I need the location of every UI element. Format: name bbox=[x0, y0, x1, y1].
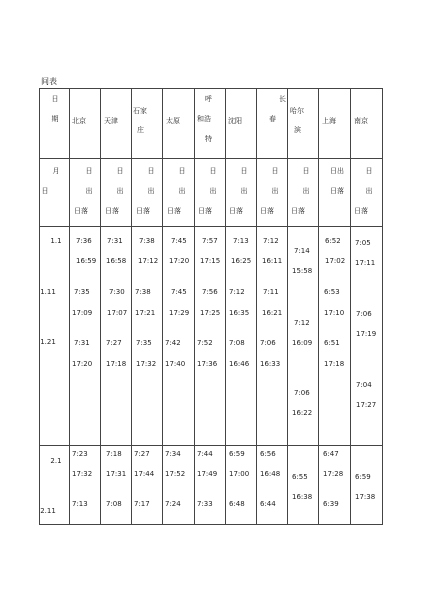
hohhot-row2-3: 7:33 bbox=[197, 500, 213, 508]
hohhot-row1-2: 17:15 bbox=[200, 257, 221, 265]
hohhot-row2-1: 7:44 bbox=[197, 450, 213, 458]
shijiazhuang-row2-1: 7:27 bbox=[134, 450, 150, 458]
harbin-row1-1: 7:14 bbox=[294, 247, 310, 255]
shenyang-row2-2: 17:00 bbox=[229, 470, 250, 478]
shanghai-row2-1: 6:47 bbox=[323, 450, 339, 458]
harbin-row2-2: 16:38 bbox=[292, 493, 313, 501]
hohhot-row1-1: 7:57 bbox=[202, 237, 218, 245]
changchun-subheader-line-2: 出 bbox=[271, 187, 279, 195]
changchun-row2-3: 6:44 bbox=[260, 500, 276, 508]
tianjin-row2-2: 17:31 bbox=[106, 470, 127, 478]
shijiazhuang-row1-3: 7:38 bbox=[135, 288, 151, 296]
shenyang-subheader-line-1: 日 bbox=[240, 167, 248, 175]
changchun-row1-1: 7:12 bbox=[263, 237, 279, 245]
changchun-row1-4: 16:21 bbox=[262, 309, 283, 317]
harbin-row1-3: 7:12 bbox=[294, 319, 310, 327]
beijing-row1-3: 7:35 bbox=[74, 288, 90, 296]
hohhot-subheader-line-2: 出 bbox=[209, 187, 217, 195]
harbin-subheader-line-2: 出 bbox=[302, 187, 310, 195]
shijiazhuang-row1-1: 7:38 bbox=[139, 237, 155, 245]
city-header-shijiazhuang-line-1: 石家 bbox=[133, 107, 147, 115]
taiyuan-subheader-line-2: 出 bbox=[178, 187, 186, 195]
harbin-row1-5: 7:06 bbox=[294, 389, 310, 397]
changchun-subheader-line-3: 日落 bbox=[260, 207, 274, 215]
city-header-tianjin: 天津 bbox=[104, 117, 118, 125]
city-header-harbin-line-1: 哈尔 bbox=[290, 107, 304, 115]
city-header-beijing: 北京 bbox=[72, 117, 86, 125]
taiyuan-row1-2: 17:20 bbox=[169, 257, 190, 265]
nanjing-row1-1: 7:05 bbox=[355, 239, 371, 247]
table-top-border bbox=[39, 88, 382, 89]
city-header-changchun-line-2: 春 bbox=[269, 115, 276, 123]
column-divider-6 bbox=[225, 88, 226, 525]
nanjing-row1-4: 17:19 bbox=[356, 330, 377, 338]
taiyuan-row1-5: 7:42 bbox=[165, 339, 181, 347]
shanghai-subheader-line-1: 日出 bbox=[330, 167, 344, 175]
shenyang-subheader-line-2: 出 bbox=[240, 187, 248, 195]
tianjin-row1-6: 17:18 bbox=[106, 360, 127, 368]
shanghai-row1-5: 6:51 bbox=[324, 339, 340, 347]
city-header-shanghai: 上海 bbox=[322, 117, 336, 125]
hohhot-row1-5: 7:52 bbox=[197, 339, 213, 347]
hohhot-subheader-line-3: 日落 bbox=[198, 207, 212, 215]
shanghai-row1-1: 6:52 bbox=[325, 237, 341, 245]
nanjing-subheader-line-2: 出 bbox=[365, 187, 373, 195]
beijing-row2-2: 17:32 bbox=[72, 470, 93, 478]
changchun-row1-6: 16:33 bbox=[260, 360, 281, 368]
shenyang-row1-5: 7:08 bbox=[229, 339, 245, 347]
shanghai-row1-3: 6:53 bbox=[324, 288, 340, 296]
hohhot-row1-4: 17:25 bbox=[200, 309, 221, 317]
changchun-row1-2: 16:11 bbox=[262, 257, 283, 265]
date-header-line-2: 期 bbox=[51, 115, 59, 123]
date-1-11: 1.11 bbox=[40, 288, 56, 296]
column-divider-3 bbox=[131, 88, 132, 525]
tianjin-row1-3: 7:30 bbox=[109, 288, 125, 296]
column-divider-5 bbox=[194, 88, 195, 525]
beijing-row1-5: 7:31 bbox=[74, 339, 90, 347]
taiyuan-row1-3: 7:45 bbox=[171, 288, 187, 296]
shenyang-row1-3: 7:12 bbox=[229, 288, 245, 296]
shenyang-row2-3: 6:48 bbox=[229, 500, 245, 508]
shenyang-row1-4: 16:35 bbox=[229, 309, 250, 317]
shenyang-row1-1: 7:13 bbox=[233, 237, 249, 245]
hohhot-row1-6: 17:36 bbox=[197, 360, 218, 368]
city-header-shenyang: 沈阳 bbox=[228, 117, 242, 125]
shijiazhuang-row2-3: 7:17 bbox=[134, 500, 150, 508]
nanjing-row1-6: 17:27 bbox=[356, 401, 377, 409]
hohhot-subheader-line-1: 日 bbox=[209, 167, 217, 175]
document-title: 间表 bbox=[41, 77, 57, 86]
harbin-row1-6: 16:22 bbox=[292, 409, 313, 417]
taiyuan-row1-6: 17:40 bbox=[165, 360, 186, 368]
changchun-row1-5: 7:06 bbox=[260, 339, 276, 347]
tianjin-row2-3: 7:08 bbox=[106, 500, 122, 508]
table-left-border bbox=[39, 88, 40, 525]
shenyang-row2-1: 6:59 bbox=[229, 450, 245, 458]
table-bottom-border bbox=[39, 524, 382, 525]
taiyuan-subheader-line-3: 日落 bbox=[167, 207, 181, 215]
harbin-subheader-line-1: 日 bbox=[302, 167, 310, 175]
tianjin-subheader-line-2: 出 bbox=[116, 187, 124, 195]
hohhot-row1-3: 7:56 bbox=[202, 288, 218, 296]
city-header-changchun-line-1: 长 bbox=[279, 95, 286, 103]
nanjing-row1-5: 7:04 bbox=[356, 381, 372, 389]
date-2-11: 2.11 bbox=[40, 507, 56, 515]
shanghai-row1-6: 17:18 bbox=[324, 360, 345, 368]
taiyuan-row2-3: 7:24 bbox=[165, 500, 181, 508]
shanghai-row2-3: 6:39 bbox=[323, 500, 339, 508]
taiyuan-subheader-line-1: 日 bbox=[178, 167, 186, 175]
shijiazhuang-subheader-line-1: 日 bbox=[147, 167, 155, 175]
column-divider-9 bbox=[318, 88, 319, 525]
header-divider-1 bbox=[39, 158, 382, 159]
date-1-21: 1.21 bbox=[40, 338, 56, 346]
city-header-hohhot-line-3: 特 bbox=[205, 135, 212, 143]
city-header-nanjing: 南京 bbox=[354, 117, 368, 125]
table-right-border bbox=[382, 88, 383, 525]
nanjing-subheader-line-3: 日落 bbox=[354, 207, 368, 215]
column-divider-8 bbox=[287, 88, 288, 525]
beijing-row2-3: 7:13 bbox=[72, 500, 88, 508]
shijiazhuang-row1-2: 17:12 bbox=[138, 257, 159, 265]
column-divider-7 bbox=[256, 88, 257, 525]
harbin-row1-2: 15:58 bbox=[292, 267, 313, 275]
city-header-shijiazhuang-line-2: 庄 bbox=[137, 126, 144, 134]
tianjin-row1-4: 17:07 bbox=[107, 309, 128, 317]
beijing-row1-4: 17:09 bbox=[72, 309, 93, 317]
column-divider-2 bbox=[100, 88, 101, 525]
shenyang-row1-6: 16:46 bbox=[229, 360, 250, 368]
shanghai-row1-2: 17:02 bbox=[325, 257, 346, 265]
shijiazhuang-row1-4: 17:21 bbox=[135, 309, 156, 317]
taiyuan-row2-1: 7:34 bbox=[165, 450, 181, 458]
beijing-row2-1: 7:23 bbox=[72, 450, 88, 458]
changchun-row2-1: 6:56 bbox=[260, 450, 276, 458]
date-header-line-1: 日 bbox=[51, 95, 59, 103]
tianjin-row1-5: 7:27 bbox=[106, 339, 122, 347]
city-header-harbin-line-2: 滨 bbox=[294, 126, 301, 134]
beijing-subheader-line-3: 日落 bbox=[74, 207, 88, 215]
shenyang-subheader-line-3: 日落 bbox=[229, 207, 243, 215]
shanghai-row2-2: 17:28 bbox=[323, 470, 344, 478]
section-divider bbox=[39, 445, 382, 446]
taiyuan-row2-2: 17:52 bbox=[165, 470, 186, 478]
beijing-subheader-line-1: 日 bbox=[85, 167, 93, 175]
nanjing-row2-1: 6:59 bbox=[355, 473, 371, 481]
nanjing-row2-2: 17:38 bbox=[355, 493, 376, 501]
shijiazhuang-row1-6: 17:32 bbox=[136, 360, 157, 368]
tianjin-subheader-line-1: 日 bbox=[116, 167, 124, 175]
tianjin-row2-1: 7:18 bbox=[106, 450, 122, 458]
nanjing-row1-3: 7:06 bbox=[356, 310, 372, 318]
taiyuan-row1-4: 17:29 bbox=[169, 309, 190, 317]
column-divider-1 bbox=[69, 88, 70, 525]
changchun-row2-2: 16:48 bbox=[260, 470, 281, 478]
date-subheader-line-2: 日 bbox=[41, 187, 49, 195]
changchun-subheader-line-1: 日 bbox=[271, 167, 279, 175]
tianjin-row1-1: 7:31 bbox=[107, 237, 123, 245]
changchun-row1-3: 7:11 bbox=[263, 288, 279, 296]
shijiazhuang-row2-2: 17:44 bbox=[134, 470, 155, 478]
date-subheader-line-1: 月 bbox=[52, 167, 60, 175]
column-divider-10 bbox=[350, 88, 351, 525]
city-header-taiyuan: 太原 bbox=[166, 117, 180, 125]
harbin-row1-4: 16:09 bbox=[292, 339, 313, 347]
shanghai-subheader-line-2: 日落 bbox=[330, 187, 344, 195]
tianjin-row1-2: 16:58 bbox=[106, 257, 127, 265]
column-divider-4 bbox=[162, 88, 163, 525]
nanjing-subheader-line-1: 日 bbox=[365, 167, 373, 175]
shijiazhuang-row1-5: 7:35 bbox=[136, 339, 152, 347]
shanghai-row1-4: 17:10 bbox=[324, 309, 345, 317]
beijing-row1-6: 17:20 bbox=[72, 360, 93, 368]
date-2-1: 2.1 bbox=[50, 457, 62, 465]
city-header-hohhot-line-2: 和浩 bbox=[197, 115, 211, 123]
header-divider-2 bbox=[39, 226, 382, 227]
beijing-row1-1: 7:36 bbox=[76, 237, 92, 245]
shijiazhuang-subheader-line-2: 出 bbox=[147, 187, 155, 195]
beijing-row1-2: 16:59 bbox=[76, 257, 97, 265]
city-header-hohhot-line-1: 呼 bbox=[205, 95, 212, 103]
taiyuan-row1-1: 7:45 bbox=[171, 237, 187, 245]
tianjin-subheader-line-3: 日落 bbox=[105, 207, 119, 215]
hohhot-row2-2: 17:49 bbox=[197, 470, 218, 478]
date-1-1: 1.1 bbox=[50, 237, 62, 245]
beijing-subheader-line-2: 出 bbox=[85, 187, 93, 195]
harbin-subheader-line-3: 日落 bbox=[291, 207, 305, 215]
nanjing-row1-2: 17:11 bbox=[355, 259, 376, 267]
shijiazhuang-subheader-line-3: 日落 bbox=[136, 207, 150, 215]
shenyang-row1-2: 16:25 bbox=[231, 257, 252, 265]
harbin-row2-1: 6:55 bbox=[292, 473, 308, 481]
